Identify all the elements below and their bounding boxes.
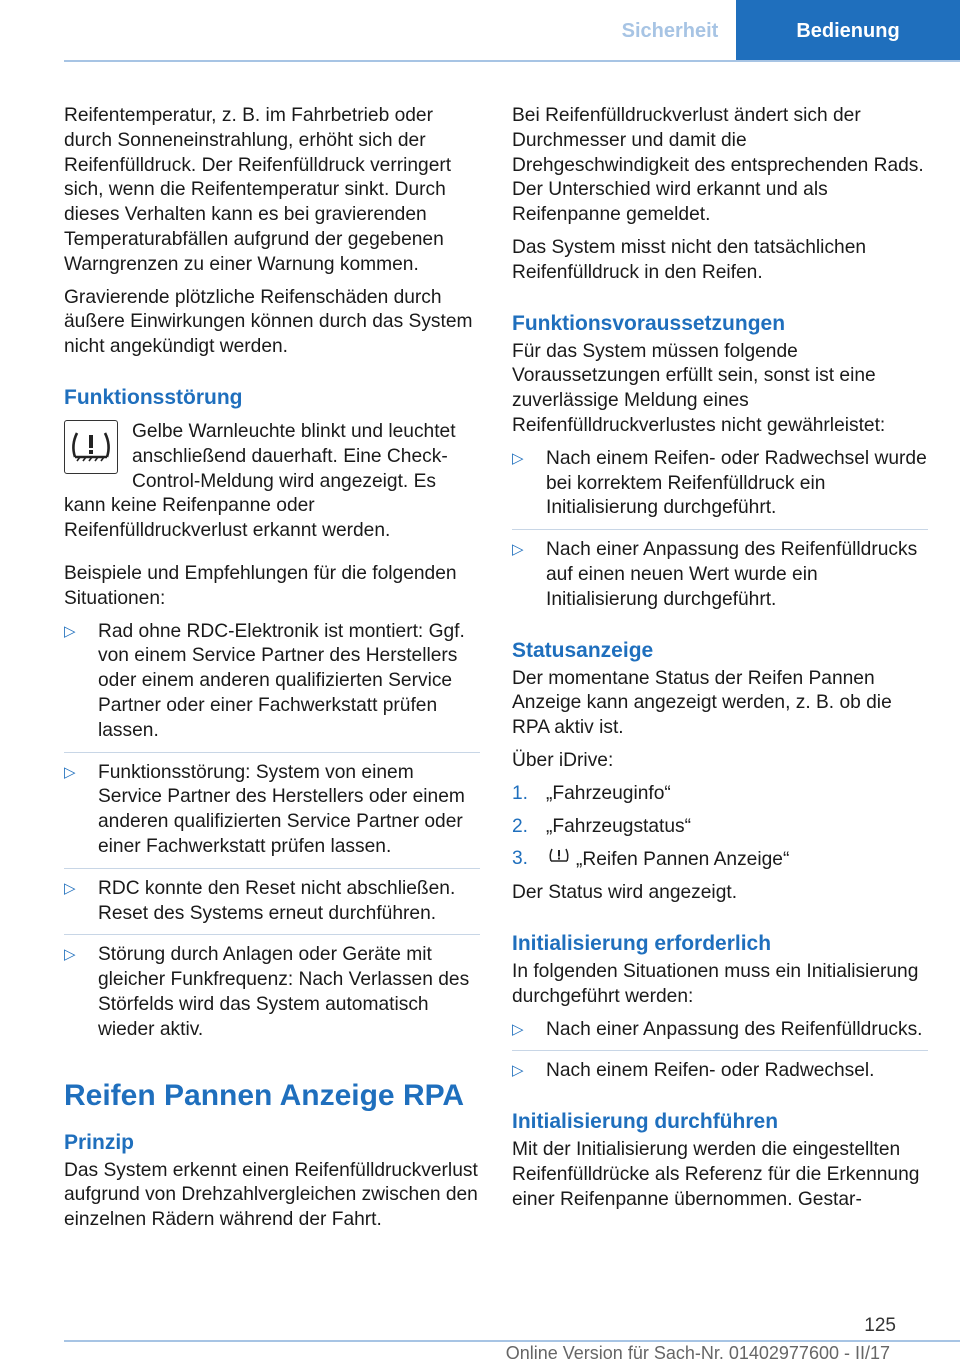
paragraph: Reifentemperatur, z. B. im Fahrbetrieb oder durch Sonneneinstrahlung, erhöht sich der Reifenfülldruck. Der Reifenfülldruck verringert sich, wenn die Reifentemperatur sinkt. Durch dieses Verhalten kann es bei gravierenden Temperaturabfällen aufgrund der gegebenen Warngrenzen zu einer Warnung kommen.	[64, 105, 452, 275]
triangle-bullet-icon: ▷	[64, 946, 76, 964]
triangle-bullet-icon: ▷	[512, 449, 524, 467]
list-item: 3. „Reifen Pannen Anzeige“	[512, 847, 928, 873]
paragraph: Beispiele und Empfehlungen für die folgenden Situationen:	[64, 562, 457, 609]
heading-funktionsstoerung: Funktionsstörung	[64, 385, 243, 409]
heading-statusanzeige: Statusanzeige	[512, 638, 654, 662]
list-item: ▷ Nach einem Reifen- oder Radwechsel wurde bei korrektem Reifenfülldruck ein Initialisierung durchgeführt.	[512, 447, 927, 519]
list-item: ▷ Nach einer Anpassung des Reifenfülldrucks.	[512, 1018, 928, 1043]
page-number: 125	[864, 1315, 896, 1336]
tire-warning-icon	[548, 847, 570, 873]
heading-funktionsvoraussetzungen: Funktionsvoraussetzungen	[512, 311, 786, 335]
triangle-bullet-icon: ▷	[64, 763, 76, 781]
list-item: ▷ Rad ohne RDC-Elektronik ist montiert: Ggf. von einem Service Partner des Herstellers oder einem anderen qualifizierten Service Partner oder einer Fachwerkstatt prüfen lassen.	[64, 620, 465, 741]
triangle-bullet-icon: ▷	[512, 1062, 524, 1080]
warning-block	[64, 420, 480, 552]
paragraph: In folgenden Situationen muss ein Initialisierung durchgeführt werden:	[512, 960, 919, 1007]
list-item: ▷ Funktionsstörung: System von einem Service Partner des Herstellers oder einem anderen qualifizierten Service Partner oder einer Fachwerkstatt prüfen lassen.	[64, 752, 480, 860]
triangle-bullet-icon: ▷	[64, 622, 76, 640]
header-divider	[64, 60, 960, 62]
list-item: 2. „Fahrzeugstatus“	[512, 815, 692, 837]
bullet-list	[512, 1018, 928, 1085]
right-column	[512, 104, 928, 1221]
warning-text: Gelbe Warnleuchte blinkt und leuchtet anschließend dauerhaft. Eine Check-Control-Meldung wird angezeigt. Es kann keine Reifenpanne oder Reifenfülldruckverlust erkannt werden.	[64, 420, 456, 542]
list-item: ▷ Nach einer Anpassung des Reifenfülldrucks auf einen neuen Wert wurde ein Initialisierung durchgeführt.	[512, 529, 928, 612]
tab-bedienung[interactable]: Bedienung	[736, 0, 960, 62]
numbered-list	[512, 782, 928, 873]
page-header	[604, 0, 960, 62]
paragraph: Für das System müssen folgende Voraussetzungen erfüllt sein, sonst ist eine zuverlässige Meldung eines Reifenfülldruckverlustes nicht gewährleistet:	[512, 340, 886, 436]
heading-initialisierung-erforderlich: Initialisierung erforderlich	[512, 931, 772, 955]
paragraph: Der momentane Status der Reifen Pannen Anzeige kann angezeigt werden, z. B. ob die RPA aktiv ist.	[512, 667, 892, 739]
paragraph: Gravierende plötzliche Reifenschäden durch äußere Einwirkungen können durch das System nicht angekündigt werden.	[64, 286, 473, 358]
paragraph: Der Status wird angezeigt.	[512, 882, 738, 904]
tab-sicherheit[interactable]: Sicherheit	[604, 0, 736, 62]
triangle-bullet-icon: ▷	[512, 541, 524, 559]
triangle-bullet-icon: ▷	[64, 879, 76, 897]
list-item: 1. „Fahrzeuginfo“	[512, 782, 671, 804]
paragraph: Bei Reifenfülldruckverlust ändert sich der Durchmesser und damit die Drehgeschwindigkeit des entsprechenden Rads. Der Unterschied wird erkannt und als Reifenpanne gemeldet.	[512, 105, 924, 226]
paragraph: Über iDrive:	[512, 749, 614, 771]
paragraph: Mit der Initialisierung werden die eingestellten Reifenfülldrücke als Referenz für die Erkennung einer Reifenpanne übernommen. Gestar-	[512, 1139, 920, 1210]
bullet-list	[512, 447, 928, 613]
triangle-bullet-icon: ▷	[512, 1020, 524, 1038]
left-column	[64, 104, 480, 1241]
list-item: ▷ RDC konnte den Reset nicht abschließen. Reset des Systems erneut durchführen.	[64, 868, 480, 927]
paragraph: Das System misst nicht den tatsächlichen Reifenfülldruck in den Reifen.	[512, 236, 867, 283]
list-item: ▷ Störung durch Anlagen oder Geräte mit gleicher Funkfrequenz: Nach Verlassen des Störfelds wird das System automatisch wieder aktiv.	[64, 934, 480, 1042]
heading-rpa: Reifen Pannen Anzeige RPA	[64, 1078, 465, 1112]
footer-online-version: Online Version für Sach-Nr. 01402977600 - II/17	[505, 1343, 890, 1363]
heading-initialisierung-durchfuehren: Initialisierung durchführen	[512, 1110, 779, 1134]
paragraph: Das System erkennt einen Reifenfülldruckverlust aufgrund von Drehzahlvergleichen zwischen den einzelnen Rädern während der Fahrt.	[64, 1159, 478, 1231]
list-item: ▷ Nach einem Reifen- oder Radwechsel.	[512, 1050, 928, 1084]
footer-divider	[64, 1340, 960, 1342]
tire-pressure-warning-icon	[64, 420, 118, 474]
heading-prinzip: Prinzip	[64, 1130, 135, 1154]
bullet-list	[64, 620, 480, 1043]
